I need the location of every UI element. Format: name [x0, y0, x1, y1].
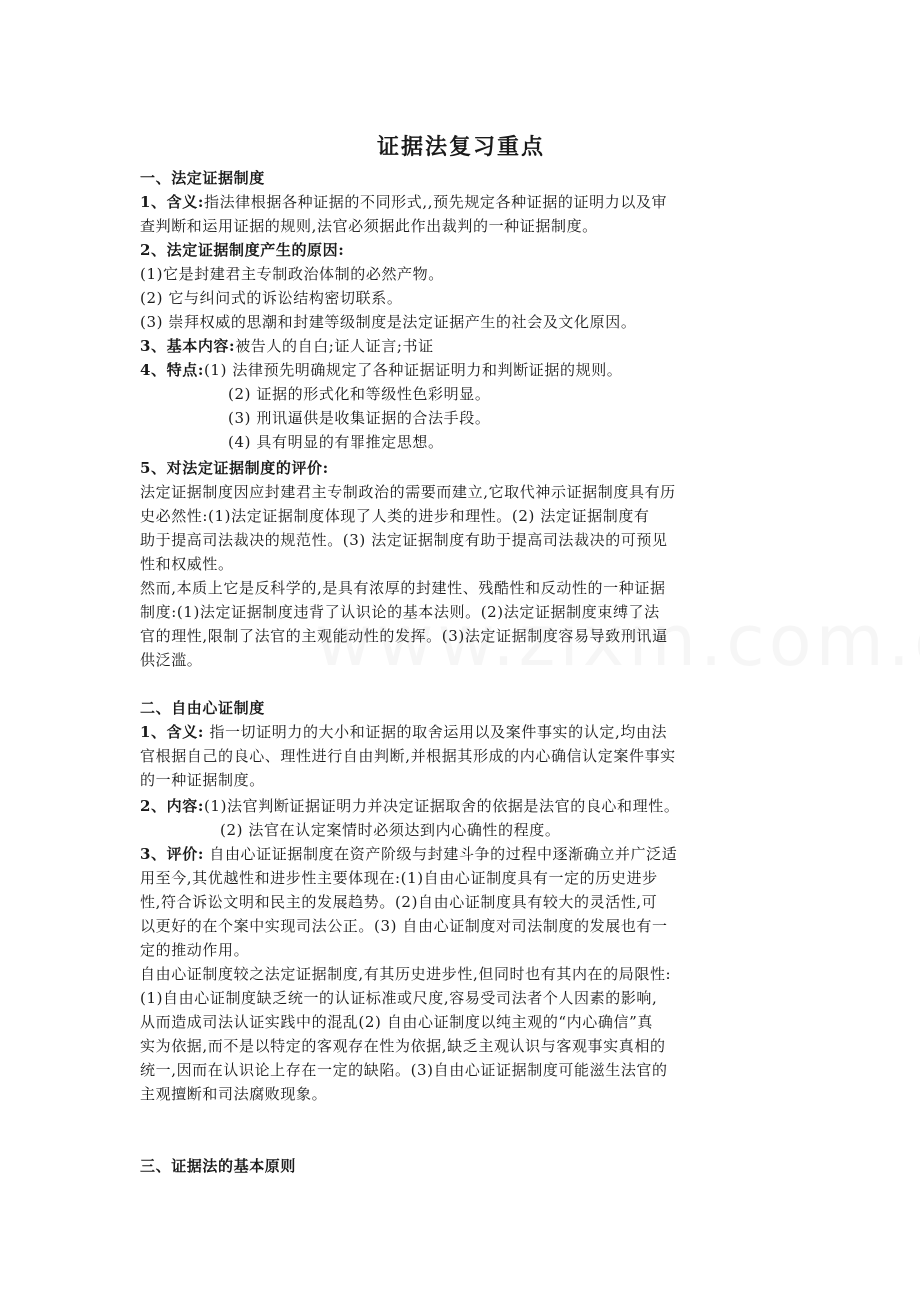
s2-limit-line-3: 从而造成司法认证实践中的混乱(2) 自由心证制度以纯主观的“内心确信”真	[140, 1013, 653, 1031]
s1-reason-3: (3) 崇拜权威的思潮和封建等级制度是法定证据产生的社会及文化原因。	[140, 313, 637, 331]
s1-feature-4: (4) 具有明显的有罪推定思想。	[228, 433, 444, 451]
s1-eval-line-3: 助于提高司法裁决的规范性。(3) 法定证据制度有助于提高司法裁决的可预见	[140, 531, 668, 549]
s1-eval-line-7: 官的理性,限制了法官的主观能动性的发挥。(3)法定证据制度容易导致刑讯逼	[140, 627, 668, 645]
s1-eval-line-2: 史必然性:(1)法定证据制度体现了人类的进步和理性。(2) 法定证据制度有	[140, 507, 650, 525]
s1-content-text: 被告人的自白;证人证言;书证	[235, 337, 434, 355]
s1-reasons-heading: 2、法定证据制度产生的原因:	[140, 241, 345, 259]
s1-eval-line-6: 制度:(1)法定证据制度违背了认识论的基本法则。(2)法定证据制度束缚了法	[140, 603, 660, 621]
s1-eval-heading: 5、对法定证据制度的评价:	[140, 459, 329, 477]
s1-feature-2: (2) 证据的形式化和等级性色彩明显。	[228, 385, 491, 403]
s1-feature-line-1	[140, 360, 622, 380]
s2-limit-line-1: 自由心证制度较之法定证据制度,有其历史进步性,但同时也有其内在的局限性:	[140, 965, 672, 983]
s2-content-2: (2) 法官在认定案情时必须达到内心确性的程度。	[220, 821, 561, 839]
s1-reason-1: (1)它是封建君主专制政治体制的必然产物。	[140, 265, 444, 283]
s2-content-1: (1)法官判断证据证明力并决定证据取舍的依据是法官的良心和理性。	[203, 797, 680, 815]
s1-eval-line-8: 供泛滥。	[140, 651, 203, 669]
s1-feature-1: (1) 法律预先明确规定了各种证据证明力和判断证据的规则。	[203, 361, 623, 379]
s2-eval-line-1	[140, 844, 677, 864]
s1-meaning-line-1	[140, 192, 667, 212]
section-3-heading: 三、证据法的基本原则	[140, 1157, 297, 1175]
s2-limit-line-6: 主观擅断和司法腐败现象。	[140, 1085, 328, 1103]
document-title: 证据法复习重点	[376, 134, 545, 160]
s1-eval-line-1: 法定证据制度因应封建君主专制政治的需要而建立,它取代神示证据制度具有历	[140, 483, 676, 501]
s2-eval-text: 自由心证证据制度在资产阶级与封建斗争的过程中逐渐确立并广泛适	[203, 845, 678, 863]
s1-feature-label: 4、特点:	[140, 361, 204, 379]
s2-eval-line-4: 以更好的在个案中实现司法公正。(3) 自由心证制度对司法制度的发展也有一	[140, 917, 668, 935]
section-1-heading: 一、法定证据制度	[140, 169, 265, 187]
s2-meaning-line-1	[140, 722, 667, 742]
s1-feature-3: (3) 刑讯逼供是收集证据的合法手段。	[228, 409, 491, 427]
s1-meaning-label: 1、含义:	[140, 193, 204, 211]
s2-limit-line-4: 实为依据,而不是以特定的客观存在性为依据,缺乏主观认识与客观事实真相的	[140, 1037, 666, 1055]
s2-meaning-text: 指一切证明力的大小和证据的取舍运用以及案件事实的认定,均由法	[203, 723, 668, 741]
s1-meaning-line-2: 查判断和运用证据的规则,法官必须据此作出裁判的一种证据制度。	[140, 217, 598, 235]
s2-content-label: 2、内容:	[140, 797, 204, 815]
s2-content-line-1	[140, 796, 679, 816]
section-2-heading: 二、自由心证制度	[140, 699, 265, 717]
s1-meaning-text: 指法律根据各种证据的不同形式,,预先规定各种证据的证明力以及审	[203, 193, 668, 211]
s2-limit-line-2: (1)自由心证制度缺乏统一的认证标准或尺度,容易受司法者个人因素的影响,	[140, 989, 658, 1007]
s2-meaning-line-2: 官根据自己的良心、理性进行自由判断,并根据其形成的内心确信认定案件事实	[140, 747, 676, 765]
s2-meaning-label: 1、含义:	[140, 723, 204, 741]
s2-eval-line-5: 定的推动作用。	[140, 941, 250, 959]
s1-content-label: 3、基本内容:	[140, 337, 236, 355]
s2-eval-label: 3、评价:	[140, 845, 204, 863]
s2-eval-line-2: 用至今,其优越性和进步性主要体现在:(1)自由心证制度具有一定的历史进步	[140, 869, 658, 887]
s1-eval-line-5: 然而,本质上它是反科学的,是具有浓厚的封建性、残酷性和反动性的一种证据	[140, 579, 666, 597]
s2-limit-line-5: 统一,因而在认识论上存在一定的缺陷。(3)自由心证证据制度可能滋生法官的	[140, 1061, 668, 1079]
s2-meaning-line-3: 的一种证据制度。	[140, 771, 265, 789]
s1-eval-line-4: 性和权威性。	[140, 555, 234, 573]
s2-eval-line-3: 性,符合诉讼文明和民主的发展趋势。(2)自由心证制度具有较大的灵活性,可	[140, 893, 658, 911]
s1-content-line	[140, 336, 434, 356]
s1-reason-2: (2) 它与纠问式的诉讼结构密切联系。	[140, 289, 403, 307]
